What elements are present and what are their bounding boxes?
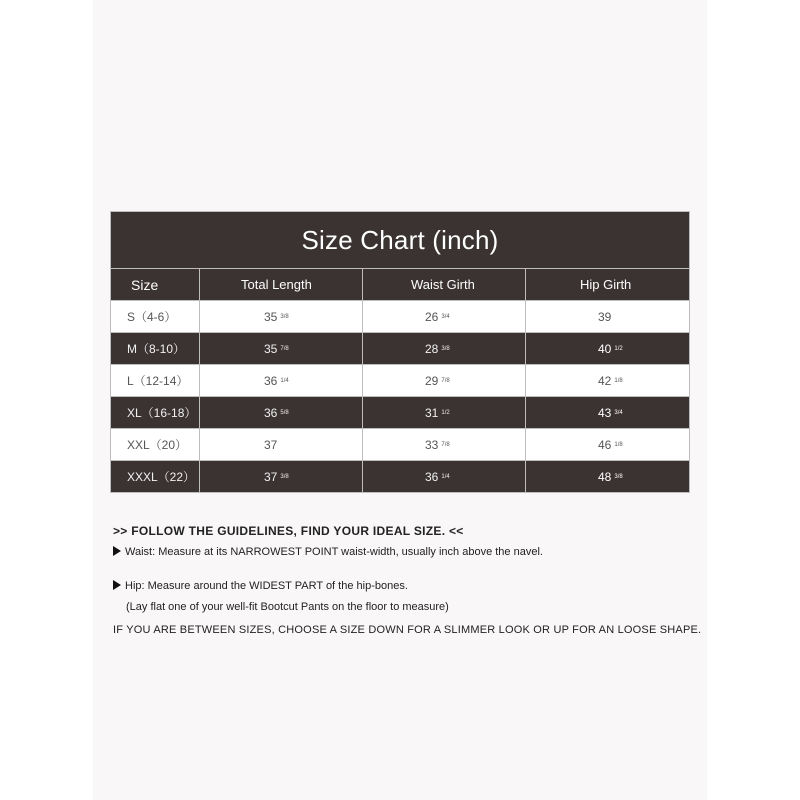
waist-cell: 28 3/8 xyxy=(362,333,525,364)
chart-title: Size Chart (inch) xyxy=(111,212,689,269)
hip-cell: 40 1/2 xyxy=(525,333,689,364)
length-cell: 37 xyxy=(199,429,362,460)
guidelines-heading: >> FOLLOW THE GUIDELINES, FIND YOUR IDEAL SIZE. << xyxy=(113,524,464,538)
length-cell: 35 3/8 xyxy=(199,301,362,332)
triangle-right-icon xyxy=(113,546,121,556)
header-size: Size xyxy=(111,269,199,300)
table-row xyxy=(111,396,689,428)
waist-cell: 31 1/2 xyxy=(362,397,525,428)
size-cell: XL（16-18） xyxy=(111,397,199,428)
table-row xyxy=(111,428,689,460)
length-cell: 36 5/8 xyxy=(199,397,362,428)
size-cell: XXL（20） xyxy=(111,429,199,460)
table-row xyxy=(111,460,689,492)
waist-cell: 29 7/8 xyxy=(362,365,525,396)
lay-flat-note: (Lay flat one of your well-fit Bootcut Pants on the floor to measure) xyxy=(126,601,449,613)
hip-cell: 39 xyxy=(525,301,689,332)
hip-cell: 42 1/8 xyxy=(525,365,689,396)
between-sizes-note: IF YOU ARE BETWEEN SIZES, CHOOSE A SIZE DOWN FOR A SLIMMER LOOK OR UP FOR AN LOOSE SHAPE. xyxy=(113,624,702,636)
header-total-length: Total Length xyxy=(199,269,362,300)
header-waist-girth: Waist Girth xyxy=(362,269,525,300)
hip-cell: 48 3/8 xyxy=(525,461,689,492)
table-row xyxy=(111,364,689,396)
size-cell: M（8-10） xyxy=(111,333,199,364)
length-cell: 37 3/8 xyxy=(199,461,362,492)
hip-cell: 43 3/4 xyxy=(525,397,689,428)
size-cell: XXXL（22） xyxy=(111,461,199,492)
table-header-row xyxy=(111,269,689,300)
triangle-right-icon xyxy=(113,580,121,590)
table-row xyxy=(111,300,689,332)
size-cell: S（4-6） xyxy=(111,301,199,332)
waist-guideline: Waist: Measure at its NARROWEST POINT waist-width, usually inch above the navel. xyxy=(113,546,713,558)
waist-cell: 26 3/4 xyxy=(362,301,525,332)
hip-cell: 46 1/8 xyxy=(525,429,689,460)
length-cell: 36 1/4 xyxy=(199,365,362,396)
table-row xyxy=(111,332,689,364)
size-chart-table xyxy=(110,211,690,493)
header-hip-girth: Hip Girth xyxy=(525,269,689,300)
waist-cell: 36 1/4 xyxy=(362,461,525,492)
size-cell: L（12-14） xyxy=(111,365,199,396)
length-cell: 35 7/8 xyxy=(199,333,362,364)
hip-guideline: Hip: Measure around the WIDEST PART of the hip-bones. xyxy=(113,580,713,592)
waist-cell: 33 7/8 xyxy=(362,429,525,460)
